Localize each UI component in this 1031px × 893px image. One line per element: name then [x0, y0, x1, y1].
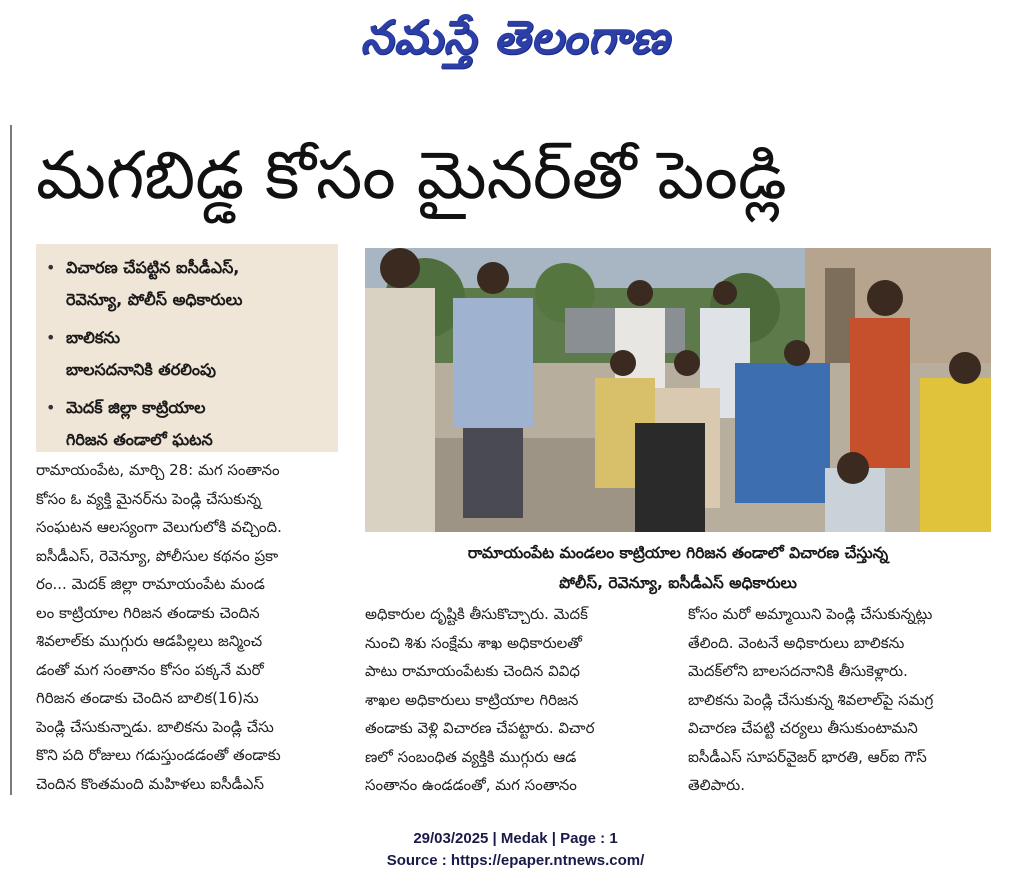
- bullet-icon: •: [46, 398, 56, 417]
- highlights-box: [36, 244, 338, 452]
- text-line: కొని పది రోజులు గడుస్తుండడంతో తండాకు: [36, 746, 281, 764]
- text-line: శాఖల అధికారులు కాట్రియాల గిరిజన: [365, 690, 579, 709]
- text-line: ఐసీడీఎస్ సూపర్‌వైజర్ భారతి, ఆర్ఐ గౌస్: [688, 747, 927, 766]
- page-footer: [0, 828, 1031, 872]
- highlight-line: గిరిజన తండాలో ఘటన: [66, 430, 213, 449]
- text-line: తెలిపారు.: [688, 776, 745, 794]
- text-line: ణలో సంబంధిత వ్యక్తికి ముగ్గురు ఆడ: [365, 747, 577, 766]
- text-line: తేలింది. వెంటనే అధికారులు బాలికను: [688, 633, 905, 652]
- text-line: బాలికను పెండ్లి చేసుకున్న శివలాల్‌పై సమగ్ర: [688, 690, 934, 709]
- caption-line: పోలీస్, రెవెన్యూ, ఐసీడీఎస్ అధికారులు: [559, 574, 797, 592]
- text-line: శివలాల్‌కు ముగ్గురు ఆడపిల్లలు జన్మించ: [36, 632, 263, 650]
- text-line: పాటు రామాయంపేటకు చెందిన వివిధ: [365, 662, 581, 680]
- caption-line: రామాయంపేట మండలం కాట్రియాల గిరిజన తండాలో విచారణ చేస్తున్న: [467, 544, 889, 562]
- article-column-2: [365, 600, 665, 800]
- text-line: గిరిజన తండాకు చెందిన బాలిక(16)ను: [36, 689, 259, 707]
- text-line: లం కాట్రియాల గిరిజన తండాకు చెందిన: [36, 603, 260, 622]
- text-line: రామాయంపేట, మార్చి 28: మగ సంతానం: [36, 461, 280, 479]
- text-line: విచారణ చేపట్టి చర్యలు తీసుకుంటామని: [688, 719, 918, 737]
- text-line: నుంచి శిశు సంక్షేమ శాఖ అధికారులతో: [365, 633, 582, 652]
- highlight-item: [46, 392, 328, 456]
- headline: మగబిడ్డ కోసం మైనర్‌తో పెండ్లి: [36, 137, 787, 214]
- newspaper-masthead: [300, 8, 730, 78]
- text-line: రం... మెదక్ జిల్లా రామాయంపేట మండ: [36, 575, 265, 593]
- text-line: సంఘటన ఆలస్యంగా వెలుగులోకి వచ్చింది.: [36, 518, 282, 536]
- highlight-item: [46, 252, 328, 316]
- highlight-line: బాలికను: [66, 328, 121, 347]
- highlight-line: బాలసదనానికి తరలింపు: [66, 360, 216, 379]
- text-line: తండాకు వెళ్లి విచారణ చేపట్టారు. విచార: [365, 719, 595, 737]
- text-line: కోసం మరో అమ్మాయిని పెండ్లి చేసుకున్నట్లు: [688, 605, 933, 623]
- bullet-icon: •: [46, 328, 56, 347]
- highlight-line: మెదక్ జిల్లా కాట్రియాల: [66, 398, 206, 417]
- text-line: మెదక్‌లోని బాలసదనానికి తీసుకెళ్లారు.: [688, 662, 908, 680]
- photo-caption: [365, 538, 991, 598]
- article-column-1: [36, 456, 338, 798]
- footer-date-line: 29/03/2025 | Medak | Page : 1: [413, 830, 618, 847]
- text-line: ఐసీడీఎస్, రెవెన్యూ, పోలీసుల కథనం ప్రకా: [36, 546, 279, 565]
- highlight-line: విచారణ చేపట్టిన ఐసీడీఎస్,: [66, 258, 240, 277]
- news-photo: [365, 248, 991, 532]
- article-column-3: [688, 600, 993, 800]
- text-line: డంతో మగ సంతానం కోసం పక్కనే మరో: [36, 660, 264, 679]
- text-line: చెందిన కొంతమంది మహిళలు ఐసీడీఎస్: [36, 774, 264, 793]
- footer-source-line: Source : https://epaper.ntnews.com/: [386, 852, 645, 869]
- text-line: కోసం ఓ వ్యక్తి మైనర్‌ను పెండ్లి చేసుకున్న: [36, 489, 262, 508]
- highlight-item: [46, 322, 328, 386]
- text-line: పెండ్లి చేసుకున్నాడు. బాలికను పెండ్లి చేసు: [36, 717, 274, 736]
- text-line: అధికారుల దృష్టికి తీసుకొచ్చారు. మెదక్: [365, 605, 588, 623]
- bullet-icon: •: [46, 258, 56, 277]
- left-column-rule: [10, 125, 12, 795]
- masthead-title: నమస్తే తెలంగాణ: [360, 10, 670, 64]
- text-line: సంతానం ఉండడంతో, మగ సంతానం: [365, 776, 577, 794]
- highlight-line: రెవెన్యూ, పోలీస్ అధికారులు: [66, 290, 243, 309]
